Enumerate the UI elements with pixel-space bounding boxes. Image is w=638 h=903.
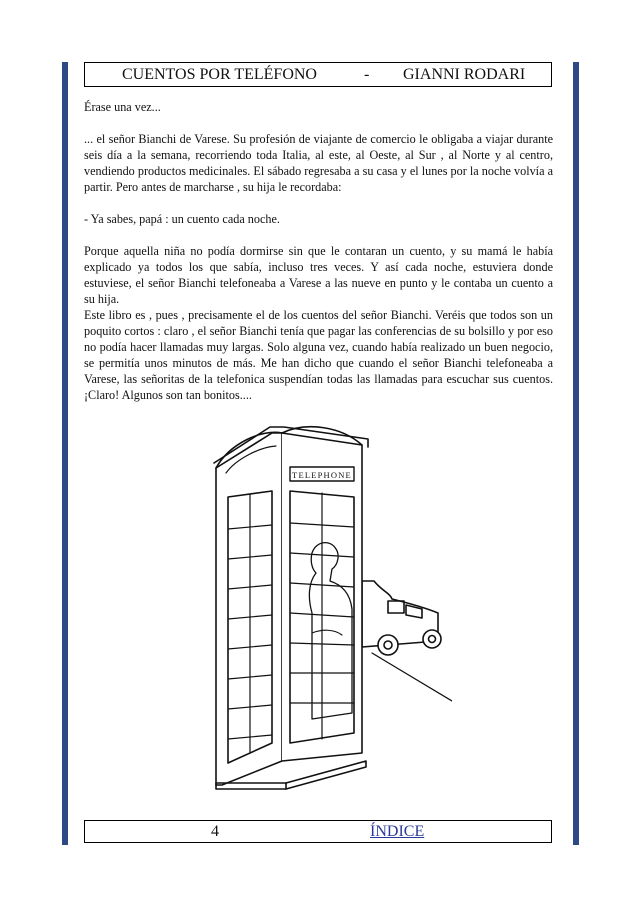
header-separator: -	[364, 66, 370, 83]
index-link[interactable]: ÍNDICE	[370, 823, 425, 840]
page-footer	[84, 820, 552, 843]
paragraph-4: Este libro es , pues , precisamente el de los cuentos del señor Bianchi. Veréis que todos son un poquito cortos : claro , el señor Bianchi tenía que pagar las conferencias de su bolsillo y por eso no podía hacer llamadas muy largas. Solo alguna vez, cuando había realizado un buen negocio, se permitía unos minutos de más. Me han dicho que cuando el señor Bianchi telefoneaba a Varese, las señoritas de la telefonica suspendían todas las llamadas para escuchar sus cuentos. ¡Claro! Algunos son tan bonitos....	[84, 308, 553, 402]
book-title: CUENTOS POR TELÉFONO	[122, 66, 317, 83]
author-name: GIANNI RODARI	[403, 66, 526, 83]
page-header	[84, 62, 552, 87]
opening-line: Érase una vez...	[84, 100, 161, 114]
story-intro	[84, 99, 553, 403]
telephone-sign: TELEPHONE	[292, 470, 352, 480]
left-margin-bar	[62, 62, 68, 845]
right-margin-bar	[573, 62, 579, 845]
phone-booth-illustration	[212, 413, 452, 813]
paragraph-1: ... el señor Bianchi de Varese. Su profesión de viajante de comercio le obligaba a viajar durante seis día a la semana, recorriendo toda Italia, al este, al Oeste, al Sur , al Norte y al centro, vendiendo productos medicinales. El sábado regresaba a su casa y el lunes por la noche volvía a partir. Pero antes de marcharse , su hija le recordaba:	[84, 132, 553, 194]
paragraph-3: Porque aquella niña no podía dormirse sin que le contaran un cuento, y su mamá le había explicado ya todos los que sabía, incluso tres veces. Y así cada noche, estuviera donde estuviese, el señor Bianchi telefoneaba a Varese a las nueve en punto y le contaba un cuento a su hija.	[84, 244, 553, 306]
page-number: 4	[211, 823, 219, 840]
paragraph-2: - Ya sabes, papá : un cuento cada noche.	[84, 212, 280, 226]
